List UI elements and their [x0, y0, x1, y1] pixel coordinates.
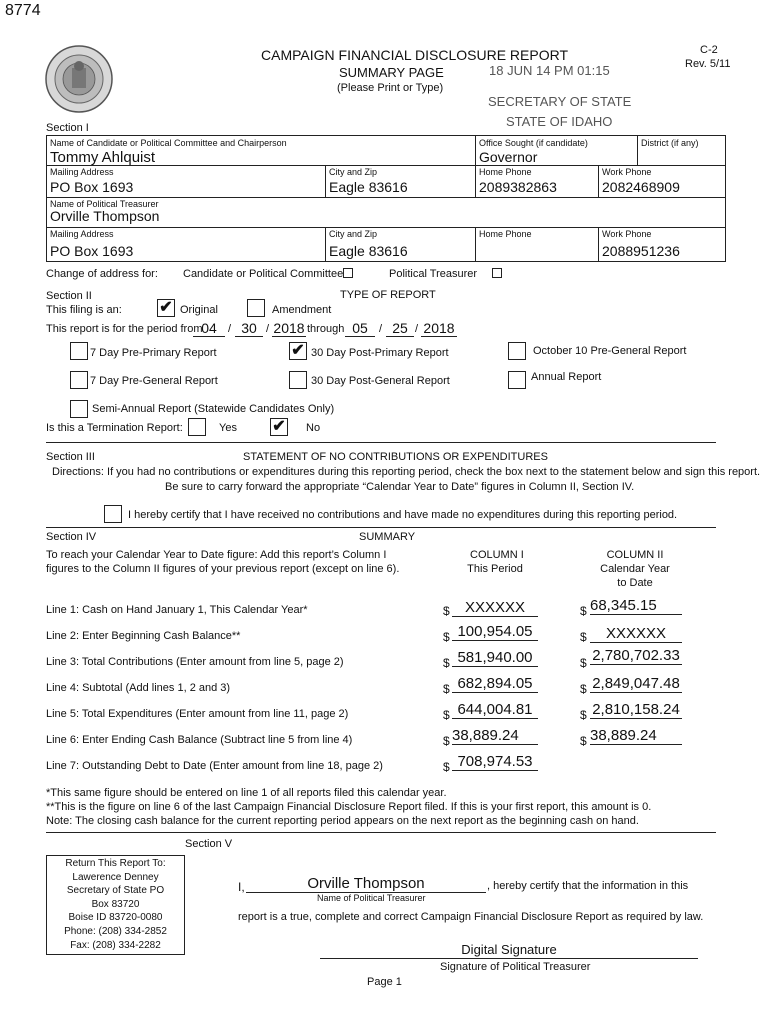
certify-line2: report is a true, complete and correct Campaign Financial Disclosure Report as required by law.	[238, 911, 704, 923]
original-label: Original	[180, 304, 218, 316]
filing-label: This filing is an:	[46, 304, 122, 316]
post-general-label: 30 Day Post-General Report	[311, 375, 450, 387]
oct10-checkbox[interactable]	[508, 342, 526, 360]
pre-general-checkbox[interactable]	[70, 371, 88, 389]
date-separator: /	[228, 323, 232, 335]
return-line: Secretary of State PO	[66, 885, 165, 897]
section2-label: Section II	[46, 290, 92, 302]
termination-yes-checkbox[interactable]	[188, 418, 206, 436]
column2-subheading: Calendar Year	[600, 563, 670, 575]
type-of-report-heading: TYPE OF REPORT	[340, 289, 436, 301]
line-6-col2[interactable]: 38,889.24	[590, 727, 682, 745]
directions-line1: Directions: If you had no contributions or expenditures during this reporting period, check the box next to the statement below and sign this report.	[52, 466, 761, 478]
dollar-sign: $	[580, 604, 587, 618]
change-treasurer-label: Political Treasurer	[389, 268, 478, 280]
section1-label: Section I	[46, 122, 89, 134]
post-general-checkbox[interactable]	[289, 371, 307, 389]
line-label: Line 6: Enter Ending Cash Balance (Subtract line 5 from line 4)	[46, 734, 353, 746]
line-label: Line 1: Cash on Hand January 1, This Calendar Year*	[46, 604, 308, 616]
amendment-label: Amendment	[272, 304, 332, 316]
dollar-sign: $	[443, 682, 450, 696]
home-phone-label: Home Phone	[479, 167, 532, 177]
section4-heading: SUMMARY	[359, 531, 416, 543]
annual-label: Annual Report	[531, 371, 602, 383]
line-1-col1[interactable]: XXXXXX	[452, 599, 538, 617]
dollar-sign: $	[443, 656, 450, 670]
dollar-sign: $	[580, 630, 587, 644]
section3-label: Section III	[46, 451, 95, 463]
pre-primary-label: 7 Day Pre-Primary Report	[90, 347, 217, 359]
state-seal-icon	[44, 44, 114, 114]
line-2-col2[interactable]: XXXXXX	[590, 625, 682, 643]
office-label: Office Sought (if candidate)	[479, 138, 588, 148]
district-label: District (if any)	[641, 138, 699, 148]
amendment-checkbox[interactable]	[247, 299, 265, 317]
return-line: Fax: (208) 334-2282	[70, 939, 161, 951]
line-label: Line 7: Outstanding Debt to Date (Enter amount from line 18, page 2)	[46, 760, 383, 772]
signature-field[interactable]: Digital Signature	[320, 942, 698, 959]
column2-subheading-2: to Date	[617, 577, 653, 589]
treasurer-work-phone-label: Work Phone	[602, 229, 652, 239]
dollar-sign: $	[443, 760, 450, 774]
stamp-line2: STATE OF IDAHO	[506, 114, 613, 129]
line-label: Line 5: Total Expenditures (Enter amount from line 11, page 2)	[46, 708, 349, 720]
certify-i: I,	[238, 880, 245, 894]
stamp-line1: SECRETARY OF STATE	[488, 94, 632, 109]
name-label: Name of Candidate or Political Committee and Chairperson	[50, 138, 287, 148]
treasurer-value[interactable]: Orville Thompson	[50, 208, 160, 224]
stamp-date: 18 JUN 14 PM 01:15	[489, 63, 610, 78]
pre-general-label: 7 Day Pre-General Report	[90, 375, 218, 387]
return-line: Phone: (208) 334-2852	[64, 925, 167, 937]
mailing-label: Mailing Address	[50, 167, 114, 177]
print-note: (Please Print or Type)	[337, 82, 444, 94]
treasurer-work-phone-value[interactable]: 2088951236	[602, 243, 680, 259]
office-value[interactable]: Governor	[479, 149, 538, 165]
dollar-sign: $	[443, 734, 450, 748]
termination-label: Is this a Termination Report:	[46, 422, 183, 434]
termination-yes-label: Yes	[219, 422, 237, 434]
certify-tail: , hereby certify that the information in this	[487, 880, 689, 892]
footnote-2: **This is the figure on line 6 of the last Campaign Financial Disclosure Report filed. If this is your first report, this amount is 0.	[46, 801, 652, 813]
section5-label: Section V	[185, 838, 233, 850]
annual-checkbox[interactable]	[508, 371, 526, 389]
pre-primary-checkbox[interactable]	[70, 342, 88, 360]
line-label: Line 2: Enter Beginning Cash Balance**	[46, 630, 241, 642]
line-5-col2[interactable]: 2,810,158.24	[590, 701, 682, 719]
city-label: City and Zip	[329, 167, 378, 177]
line-2-col1[interactable]: 100,954.05	[452, 623, 538, 641]
to-year[interactable]: 2018	[421, 320, 457, 337]
treasurer-home-phone-label: Home Phone	[479, 229, 532, 239]
work-phone-label: Work Phone	[602, 167, 652, 177]
name-value[interactable]: Tommy Ahlquist	[50, 149, 156, 166]
change-candidate-label: Candidate or Political Committee	[183, 268, 344, 280]
termination-no-label: No	[306, 422, 321, 434]
section4-label: Section IV	[46, 531, 97, 543]
name-caption: Name of Political Treasurer	[317, 893, 426, 903]
column1-subheading: This Period	[467, 563, 523, 575]
treasurer-name-field[interactable]: Orville Thompson	[246, 875, 486, 893]
semi-annual-label: Semi-Annual Report (Statewide Candidates Only)	[92, 403, 335, 415]
date-separator: /	[266, 323, 270, 335]
return-line: Return This Report To:	[65, 858, 166, 869]
termination-no-checkbox[interactable]: ✔	[270, 418, 288, 436]
document-number: 8774	[5, 2, 41, 19]
return-line: Lawerence Denney	[72, 871, 159, 883]
dollar-sign: $	[443, 630, 450, 644]
treasurer-mailing-label: Mailing Address	[50, 229, 114, 239]
period-label: This report is for the period from	[46, 323, 203, 335]
footnote-1: *This same figure should be entered on line 1 of all reports filed this calendar year.	[46, 787, 447, 799]
no-activity-certify: I hereby certify that I have received no contributions and have made no expenditures during this reporting period.	[128, 509, 678, 521]
change-candidate-checkbox[interactable]	[343, 268, 353, 278]
revision: Rev. 5/11	[685, 58, 731, 70]
no-activity-checkbox[interactable]	[104, 505, 122, 523]
work-phone-value[interactable]: 2082468909	[602, 179, 680, 195]
from-year[interactable]: 2018	[273, 320, 305, 336]
from-day[interactable]: 30	[235, 320, 263, 337]
dollar-sign: $	[443, 708, 450, 722]
summary-intro-2: figures to the Column II figures of your previous report (except on line 6).	[46, 563, 400, 575]
dollar-sign: $	[443, 604, 450, 618]
line-label: Line 4: Subtotal (Add lines 1, 2 and 3)	[46, 682, 231, 694]
column1-heading: COLUMN I	[470, 549, 524, 561]
return-address	[47, 857, 184, 952]
date-separator: /	[415, 323, 419, 335]
footnote-3: Note: The closing cash balance for the current reporting period appears on the next report as the beginning cash on hand.	[46, 815, 639, 827]
line-3-col2[interactable]: 2,780,702.33	[590, 647, 682, 665]
dollar-sign: $	[580, 656, 587, 670]
home-phone-value[interactable]: 2089382863	[479, 179, 557, 195]
treasurer-city-label: City and Zip	[329, 229, 378, 239]
form-code: C-2	[700, 44, 718, 56]
directions-line2: Be sure to carry forward the appropriate “Calendar Year to Date” figures in Column II, Section IV.	[165, 481, 635, 493]
mailing-value[interactable]: PO Box 1693	[50, 179, 134, 195]
line-6-col1[interactable]: 38,889.24	[452, 727, 538, 745]
summary-intro-1: To reach your Calendar Year to Date figure: Add this report’s Column I	[46, 549, 387, 561]
treasurer-mailing-value[interactable]: PO Box 1693	[50, 243, 134, 259]
from-month[interactable]: 04	[193, 320, 225, 337]
to-month[interactable]: 05	[345, 320, 375, 337]
report-subtitle: SUMMARY PAGE	[339, 65, 444, 80]
treasurer-city-value[interactable]: Eagle 83616	[329, 243, 408, 259]
treasurer-label: Name of Political Treasurer	[50, 199, 159, 209]
section3-heading: STATEMENT OF NO CONTRIBUTIONS OR EXPENDITURES	[243, 451, 548, 463]
through-label: through	[307, 323, 345, 335]
line-4-col2[interactable]: 2,849,047.48	[590, 675, 682, 693]
page-footer: Page 1	[367, 976, 402, 988]
original-checkbox[interactable]: ✔	[157, 299, 175, 317]
line-label: Line 3: Total Contributions (Enter amount from line 5, page 2)	[46, 656, 344, 668]
date-separator: /	[379, 323, 383, 335]
line-7-col1[interactable]: 708,974.53	[452, 753, 538, 771]
return-address-box	[46, 855, 185, 955]
dollar-sign: $	[580, 708, 587, 722]
post-primary-label: 30 Day Post-Primary Report	[311, 347, 449, 359]
post-primary-checkbox[interactable]: ✔	[289, 342, 307, 360]
line-3-col1[interactable]: 581,940.00	[452, 649, 538, 667]
line-5-col1[interactable]: 644,004.81	[452, 701, 538, 719]
oct10-label: October 10 Pre-General Report	[533, 345, 687, 357]
return-line: Box 83720	[91, 898, 140, 910]
change-treasurer-checkbox[interactable]	[492, 268, 502, 278]
dollar-sign: $	[580, 682, 587, 696]
report-title: CAMPAIGN FINANCIAL DISCLOSURE REPORT	[261, 47, 569, 63]
column2-heading: COLUMN II	[606, 549, 664, 561]
return-line: Boise ID 83720-0080	[68, 912, 163, 924]
dollar-sign: $	[580, 734, 587, 748]
to-day[interactable]: 25	[386, 320, 414, 337]
city-value[interactable]: Eagle 83616	[329, 179, 408, 195]
line-4-col1[interactable]: 682,894.05	[452, 675, 538, 693]
line-1-col2[interactable]: 68,345.15	[590, 597, 682, 615]
change-address-label: Change of address for:	[46, 268, 158, 280]
signature-caption: Signature of Political Treasurer	[440, 961, 591, 973]
semi-annual-checkbox[interactable]	[70, 400, 88, 418]
